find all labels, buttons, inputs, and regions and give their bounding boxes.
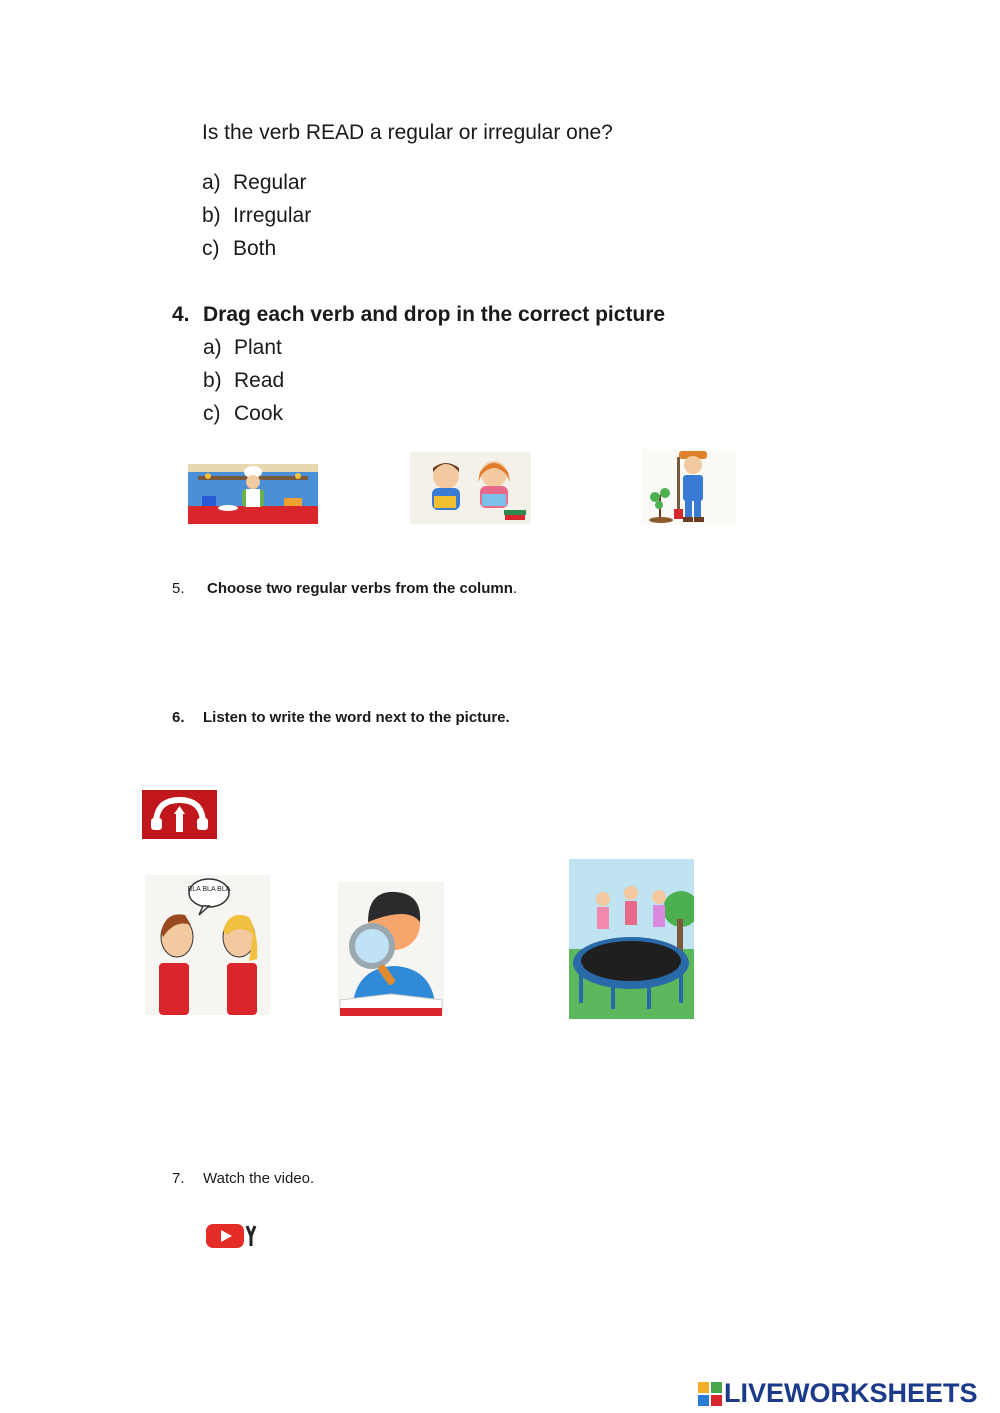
brand-icon: [698, 1382, 722, 1406]
chef-illustration: [188, 464, 318, 524]
q4-draggable-cook[interactable]: [203, 402, 283, 426]
q5-heading: [172, 580, 517, 597]
kids-trampoline-illustration: [569, 859, 694, 1019]
q6-title: Listen to write the word next to the picture.: [203, 709, 510, 726]
two-people-talking-illustration: [145, 875, 270, 1015]
q4-option-b-letter: b): [203, 369, 222, 392]
headphones-icon: [142, 790, 217, 839]
q4-heading: [172, 303, 665, 327]
video-play-button[interactable]: [205, 1220, 260, 1250]
q3-question: Is the verb READ a regular or irregular one?: [202, 121, 613, 144]
q5-title: Choose two regular verbs from the column: [207, 580, 513, 597]
q5-number: 5.: [172, 580, 185, 597]
brand-name: LIVEWORKSHEETS: [724, 1378, 978, 1408]
q3-option-b-letter: b): [202, 204, 221, 227]
q3-option-a-letter: a): [202, 171, 221, 194]
trampoline-picture: [569, 859, 694, 1019]
q3-option-a[interactable]: [202, 171, 307, 195]
q4-option-a-label: Plant: [234, 336, 282, 359]
q3-option-a-label: Regular: [233, 171, 307, 194]
talking-picture: [145, 875, 270, 1015]
q7-title: Watch the video.: [203, 1170, 315, 1187]
q4-number: 4.: [172, 303, 190, 326]
q7-number: 7.: [172, 1170, 185, 1187]
q4-draggable-plant[interactable]: [203, 336, 282, 360]
study-picture: [338, 882, 444, 1016]
speech-bubble-text: BLA BLA BLA: [187, 886, 231, 893]
kids-reading-illustration: [410, 452, 531, 524]
q6-number: 6.: [172, 709, 185, 726]
q4-option-c-label: Cook: [234, 402, 284, 425]
kid-gardening-illustration: [641, 449, 736, 525]
q3-option-b-label: Irregular: [233, 204, 312, 227]
reading-picture[interactable]: [410, 452, 531, 524]
q7-heading: [172, 1170, 314, 1187]
q4-option-b-label: Read: [234, 369, 285, 392]
audio-play-button[interactable]: [142, 790, 217, 839]
q4-option-a-letter: a): [203, 336, 222, 359]
person-magnifier-book-illustration: [338, 882, 444, 1016]
q6-heading: [172, 709, 510, 726]
q4-title: Drag each verb and drop in the correct picture: [203, 303, 666, 326]
q3-option-c-letter: c): [202, 237, 220, 260]
q4-draggable-read[interactable]: [203, 369, 284, 393]
planting-picture[interactable]: [641, 449, 736, 525]
q3-option-b[interactable]: [202, 204, 311, 228]
q3-option-c-label: Both: [233, 237, 277, 260]
cooking-picture[interactable]: [188, 464, 318, 524]
liveworksheets-logo: [698, 1378, 978, 1409]
q4-option-c-letter: c): [203, 402, 221, 425]
q3-option-c[interactable]: [202, 237, 276, 261]
youtube-icon: [205, 1220, 260, 1250]
q5-period: .: [512, 580, 518, 597]
